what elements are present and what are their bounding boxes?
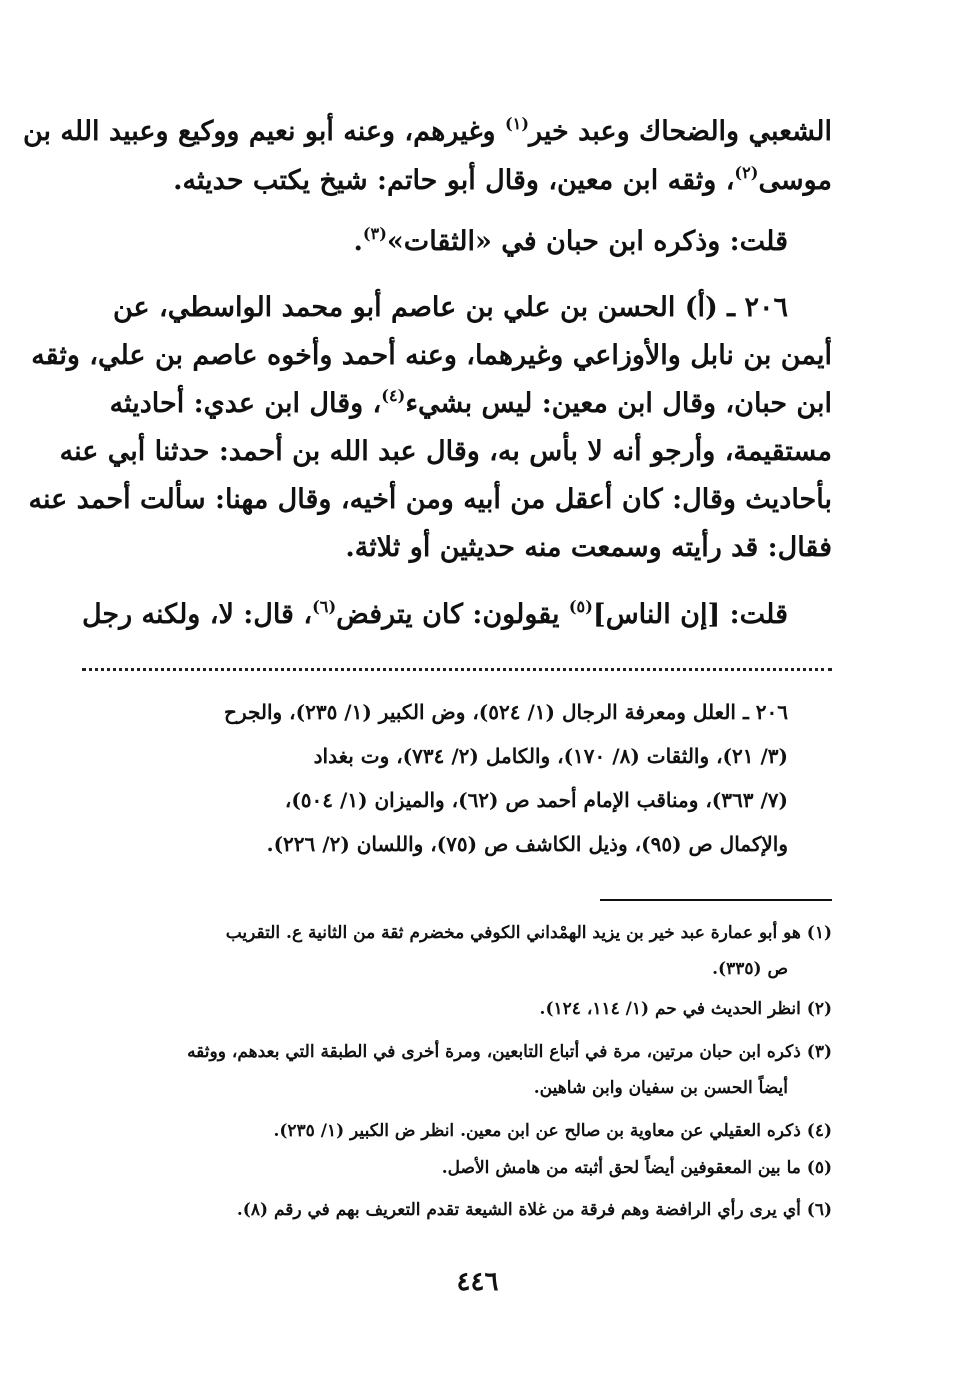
body-text: فقال: قد رأيته وسمعت منه حديثين أو ثلاثة. <box>345 532 832 563</box>
body-line <box>59 429 832 475</box>
sources-text: والإكمال ص (٩٥)، وذيل الكاشف ص (٧٥)، واللسان (٢/ ٢٢٦). <box>266 832 788 856</box>
footnote-text: أيضاً الحسن بن سفيان وابن شاهين. <box>533 1078 788 1098</box>
footnote-text: (٦) أي يرى رأي الرافضة وهم فرقة من غلاة الشيعة تقدم التعريف بهم في رقم (٨). <box>236 1200 832 1220</box>
body-text: موسى <box>758 165 832 196</box>
footnote-3-continued <box>78 1070 832 1106</box>
body-text: ، قال: لا، ولكنه رجل <box>81 599 313 630</box>
footnote-marker[interactable]: (٢) <box>734 162 759 182</box>
footnote-text: ص (٣٣٥). <box>712 959 788 979</box>
body-text: ابن حبان، وقال ابن معين: ليس بشيء <box>405 388 832 419</box>
footnote-1 <box>78 915 832 951</box>
body-text: مستقيمة، وأرجو أنه لا بأس به، وقال عبد الله بن أحمد: حدثنا أبي عنه <box>59 436 832 467</box>
sources-text: (٧/ ٣٦٣)، ومناقب الإمام أحمد ص (٦٢)، والميزان (١/ ٥٠٤)، <box>284 788 788 812</box>
page-number: ٤٤٦ <box>456 1267 499 1297</box>
entry-heading-line <box>78 285 832 331</box>
body-line <box>31 333 832 379</box>
footnote-marker[interactable]: (٣) <box>362 223 387 243</box>
body-text: ، وقال ابن عدي: أحاديثه <box>109 388 382 419</box>
body-text: يقولون: كان يترفض <box>336 599 569 630</box>
body-text: . <box>353 226 363 257</box>
body-line <box>78 592 832 641</box>
footnote-2 <box>78 991 832 1027</box>
footnote-text: (٥) ما بين المعقوفين أيضاً لحق أثبته من هامش الأصل. <box>441 1158 832 1178</box>
body-text: ، وثقه ابن معين، وقال أبو حاتم: شيخ يكتب حديثه. <box>173 165 735 196</box>
sources-note-line <box>108 778 788 822</box>
body-text: أيمن بن نابل والأوزاعي وغيرهما، وعنه أحمد وأخوه عاصم بن علي، وثقه <box>31 340 832 371</box>
body-line <box>78 219 832 268</box>
footnote-text: (٣) ذكره ابن حبان مرتين، مرة في أتباع التابعين، ومرة أخرى في الطبقة التي بعدهم، ووثقه <box>187 1042 832 1062</box>
footnote-5 <box>78 1150 832 1186</box>
sources-text: (٣/ ٢١)، والثقات (٨/ ١٧٠)، والكامل (٢/ ٧٣٤)، وت بغداد <box>313 744 788 768</box>
footnote-rule <box>600 899 832 901</box>
body-text: وغيرهم، وعنه أبو نعيم ووكيع وعبيد الله بن <box>22 116 505 147</box>
footnote-marker[interactable]: (٤) <box>381 385 406 405</box>
body-text: الشعبي والضحاك وعبد خير <box>529 116 832 147</box>
body-line <box>78 525 832 571</box>
footnote-6 <box>78 1192 832 1228</box>
footnote-1-continued <box>78 951 832 987</box>
footnote-text: (١) هو أبو عمارة عبد خير بن يزيد الهمْداني الكوفي مخضرم ثقة من الثانية ع. التقريب <box>225 923 832 943</box>
footnote-text: (٤) ذكره العقيلي عن معاوية بن صالح عن ابن معين. انظر ض الكبير (١/ ٢٣٥). <box>273 1121 832 1141</box>
body-line <box>28 477 832 523</box>
body-text: بأحاديث وقال: كان أعقل من أبيه ومن أخيه، وقال مهنا: سألت أحمد عنه <box>28 484 832 515</box>
body-text: قلت: [إن الناس] <box>592 599 788 630</box>
footnote-text: (٢) انظر الحديث في حم (١/ ١١٤، ١٢٤). <box>539 999 832 1019</box>
footnote-marker[interactable]: (٦) <box>312 596 337 616</box>
footnote-marker[interactable]: (١) <box>504 113 529 133</box>
sources-note-line <box>108 690 788 734</box>
body-line <box>22 109 832 158</box>
body-text: قلت: وذكره ابن حبان في «الثقات» <box>386 226 788 257</box>
footnote-marker[interactable]: (٥) <box>568 596 593 616</box>
body-line <box>78 381 832 430</box>
footnote-4 <box>78 1113 832 1149</box>
sources-note-line <box>108 822 788 866</box>
sources-note-line <box>108 734 788 778</box>
body-line <box>78 158 832 207</box>
footnote-3 <box>78 1034 832 1070</box>
body-text: ٢٠٦ ـ (أ) الحسن بن علي بن عاصم أبو محمد الواسطي، عن <box>112 292 788 323</box>
sources-text: ٢٠٦ ـ العلل ومعرفة الرجال (١/ ٥٢٤)، وض الكبير (١/ ٢٣٥)، والجرح <box>224 700 788 724</box>
dotted-separator <box>82 668 832 671</box>
